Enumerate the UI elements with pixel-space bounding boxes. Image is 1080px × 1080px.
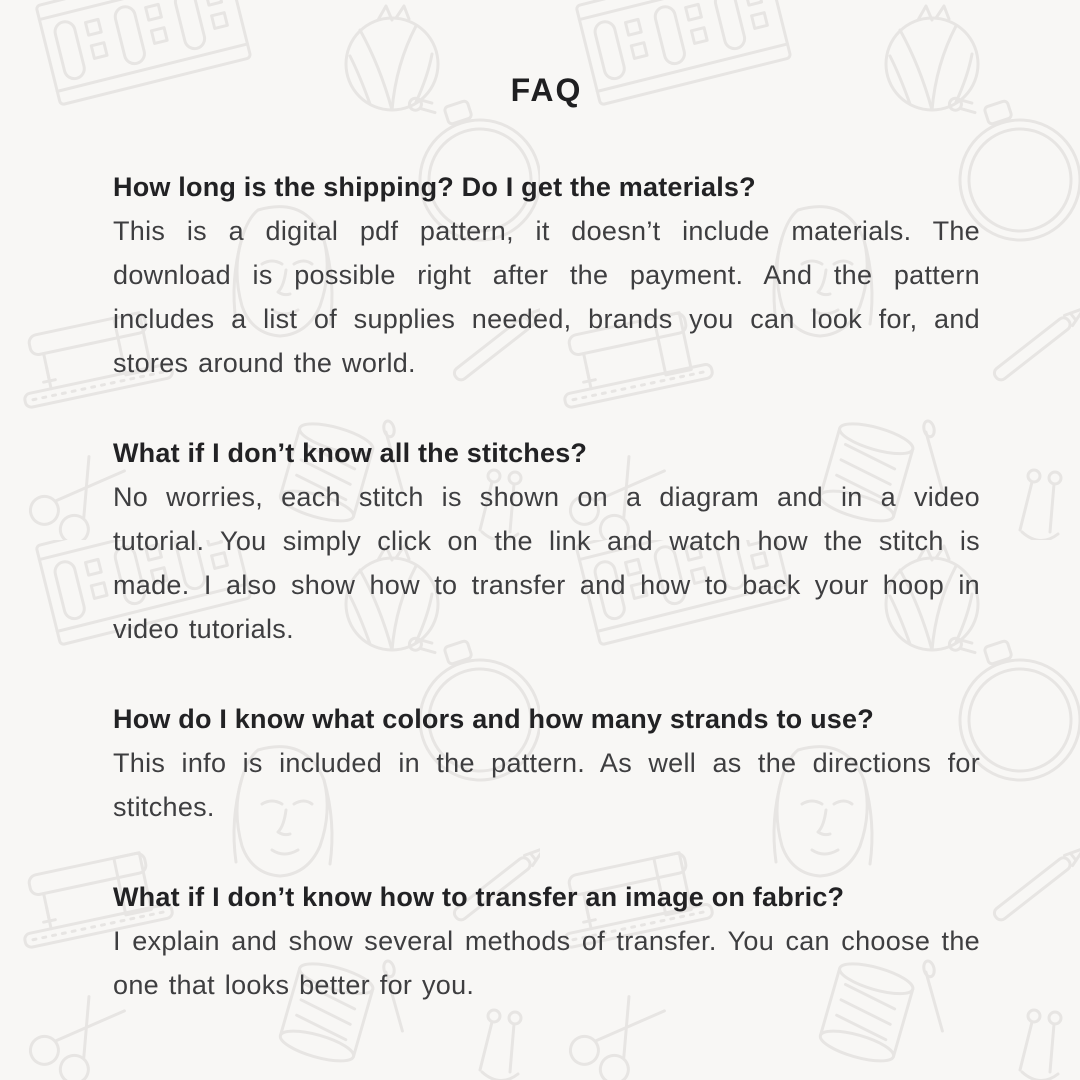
faq-item [113, 165, 980, 385]
faq-answer: This is a digital pdf pattern, it doesn’t include materials. The download is possible right after the payment. And the pattern includes a list of supplies needed, brands you can look for, and stores around the world. [113, 216, 980, 378]
faq-item [113, 431, 980, 651]
faq-answer: No worries, each stitch is shown on a diagram and in a video tutorial. You simply click on the link and watch how the stitch is made. I also show how to transfer and how to back your hoop in video tutorials. [113, 482, 980, 644]
faq-item [113, 697, 980, 829]
faq-question: What if I don’t know all the stitches? [113, 438, 588, 468]
faq-question: What if I don’t know how to transfer an image on fabric? [113, 882, 845, 912]
faq-answer: This info is included in the pattern. As well as the directions for stitches. [113, 748, 980, 822]
page-title: FAQ [510, 72, 583, 108]
faq-item [113, 875, 980, 1007]
faq-question: How long is the shipping? Do I get the materials? [113, 172, 756, 202]
faq-answer: I explain and show several methods of transfer. You can choose the one that looks better for you. [113, 926, 980, 1000]
faq-question: How do I know what colors and how many strands to use? [113, 704, 874, 734]
